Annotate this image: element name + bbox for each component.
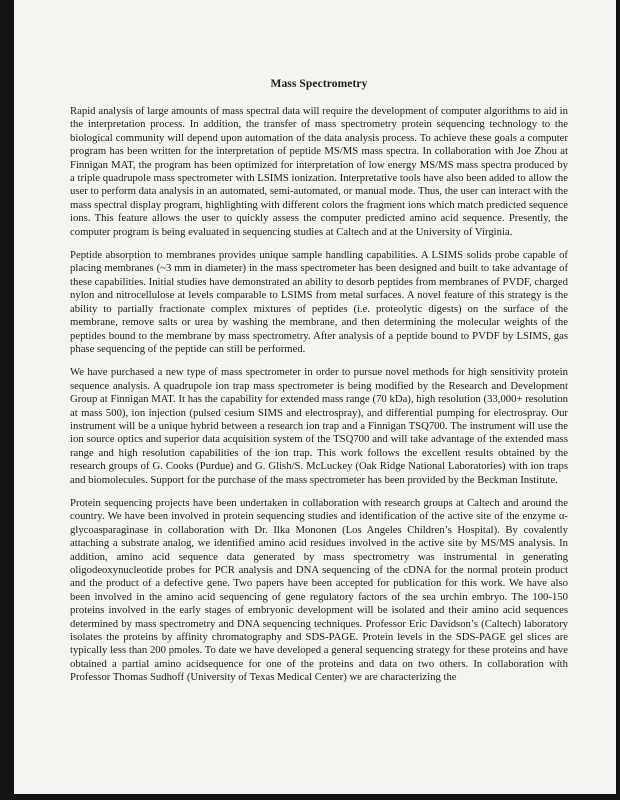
page-title: Mass Spectrometry — [270, 78, 368, 90]
paragraph-ion-trap: We have purchased a new type of mass spectrometer in order to pursue novel methods for high sensitivity protein sequence analysis. A quadrupole ion trap mass spectrometer is being modified by the Research and Development Group at Finnigan MAT. It has the capability for extended mass range (70 kDa), high resolution (33,000+ resolution at mass 500), ion injection (pulsed cesium SIMS and electrospray), and differential pumping for electrospray. Our instrument will be a unique hybrid between a research ion trap and a Finnigan TSQ700. The instrument will use the ion source optics and superior data acquisition system of the TSQ700 and will take advantage of the extended mass range and high resolution capabilities of the ion trap. This work follows the excellent results obtained by the research groups of G. Cooks (Purdue) and G. Glish/S. McLuckey (Oak Ridge National Laboratories) with ion traps and biomolecules. Support for the purchase of the mass spectrometer has been provided by the Beckman Institute. — [70, 366, 568, 486]
document-page — [14, 0, 616, 794]
document-body — [70, 78, 568, 695]
paragraph-data-analysis: Rapid analysis of large amounts of mass spectral data will require the development of computer algorithms to aid in the interpretation process. In addition, the transfer of mass spectrometry protein sequencing technology to the biological community will depend upon automation of the data analysis process. To achieve these goals a computer program has been written for the interpretation of peptide MS/MS mass spectra. In collaboration with Joe Zhou at Finnigan MAT, the program has been optimized for interpretation of low energy MS/MS mass spectra produced by a triple quadrupole mass spectrometer with LSIMS ionization. Interpretative tools have also been added to allow the user to perform data analysis in an automated, semi-automated, or manual mode. Thus, the user can interact with the mass spectral display program, highlighting with different colors the fragment ions which match predicted sequence ions. This feature allows the user to quickly assess the computer predicted amino acid sequence. Presently, the computer program is being evaluated in sequencing studies at Caltech and at the University of Virginia. — [70, 105, 568, 238]
paragraph-membranes: Peptide absorption to membranes provides unique sample handling capabilities. A LSIMS solids probe capable of placing membranes (~3 mm in diameter) in the mass spectrometer has been designed and built to take advantage of these capabilities. Initial studies have demonstrated an ability to desorb peptides from membranes of PVDF, charged nylon and nitrocellulose at levels comparable to LSIMS from metal surfaces. A novel feature of this strategy is the ability to partially fractionate complex mixtures of peptides (i.e. proteolytic digests) on the surface of the membrane, remove salts or urea by washing the membrane, and then determining the molecular weights of the peptides bound to the membrane by mass spectrometry. After analysis of a peptide bound to PVDF by LSIMS, gas phase sequencing of the peptide can still be performed. — [70, 249, 568, 355]
paragraph-protein-sequencing: Protein sequencing projects have been undertaken in collaboration with research groups at Caltech and around the country. We have been involved in protein sequencing studies and identification of the active site of the enzyme α-glycoasparaginase in collaboration with Dr. Ilka Mononen (Los Angeles Children’s Hospital). By covalently attaching a substrate analog, we identified amino acid residues involved in the active site by MS/MS analysis. In addition, amino acid sequence data generated by mass spectrometry was instrumental in generating oligodeoxynucleotide probes for PCR analysis and DNA sequencing of the cDNA for the normal protein product and the product of a defective gene. Two papers have been accepted for publication for this work. We have also been involved in the amino acid sequencing of gene regulatory factors of the sea urchin embryo. The 100-150 proteins involved in the early stages of embryonic development will be isolated and their amino acid sequences determined by mass spectrometry and DNA sequencing techniques. Professor Eric Davidson’s (Caltech) laboratory isolates the proteins by affinity chromatography and SDS-PAGE. Protein levels in the SDS-PAGE gel slices are typically less than 200 pmoles. To date we have developed a general sequencing strategy for these proteins and have obtained a partial amino acidsequence for one of the proteins and data on two others. In collaboration with Professor Thomas Sudhoff (University of Texas Medical Center) we are characterizing the — [70, 496, 568, 684]
